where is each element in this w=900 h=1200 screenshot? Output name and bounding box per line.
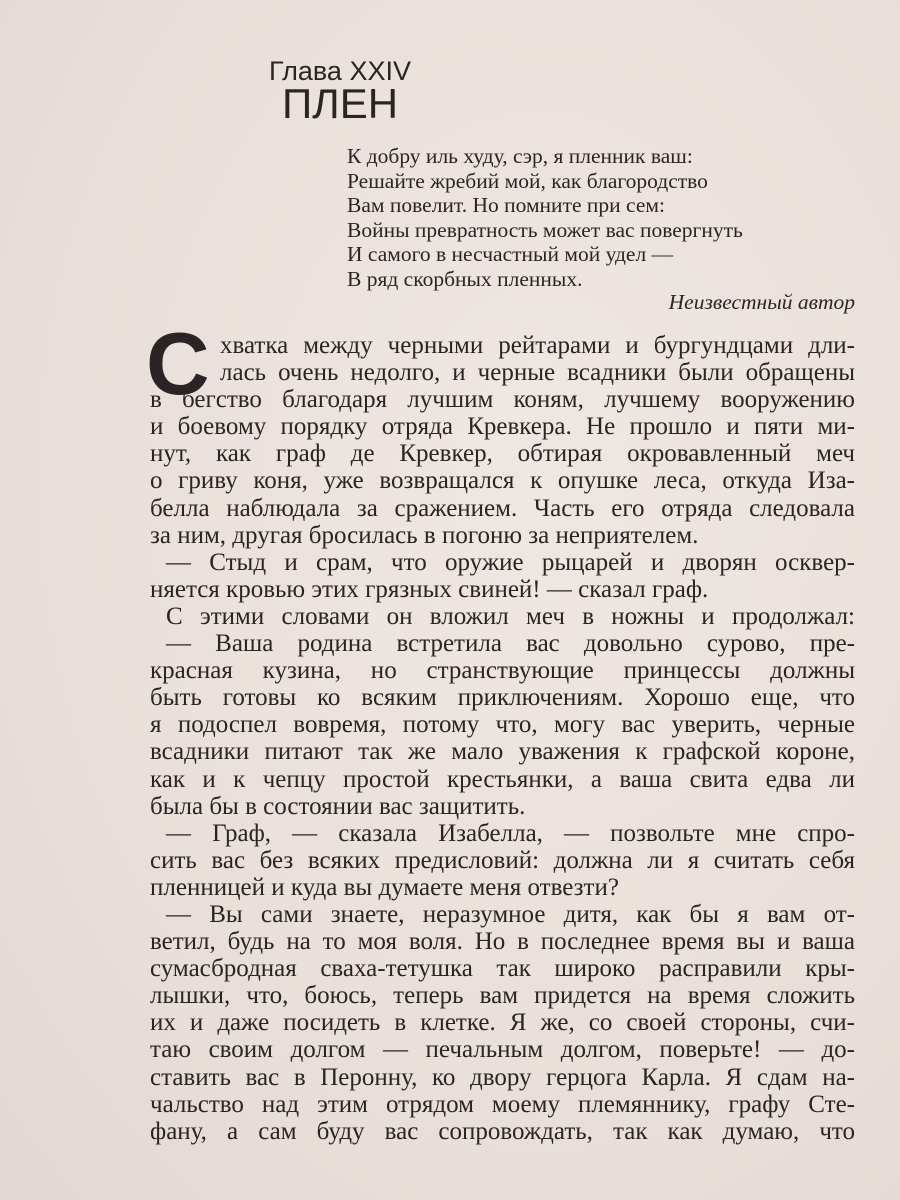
drop-cap: С: [146, 314, 210, 413]
text-line: — Вы сами знаете, неразумное дитя, как бы я вам от-: [166, 900, 855, 928]
text-line: красная кузина, но странствующие принцессы должны: [150, 657, 855, 685]
epigraph-author: Неизвестный автор: [668, 290, 855, 314]
text-line: таю своим долгом — печальным долгом, поверьте! — до-: [150, 1036, 855, 1064]
text-line: и боевому порядку отряда Кревкера. Не прошло и пяти ми-: [150, 413, 855, 441]
epigraph-line: Решайте жребий мой, как благородство: [347, 168, 708, 193]
text-line: о гриву коня, уже возвращался к опушке леса, откуда Иза-: [150, 467, 855, 495]
epigraph-line: И самого в несчастный мой удел —: [347, 242, 674, 267]
chapter-text: [146, 314, 855, 1145]
text-line: за ним, другая бросилась в погоню за неприятелем.: [150, 521, 699, 549]
text-line: пленницей и куда вы думаете меня отвезти?: [150, 873, 619, 901]
text-line: — Стыд и срам, что оружие рыцарей и дворян осквер-: [166, 548, 855, 576]
text-line: лышки, что, боюсь, теперь вам придется на время сложить: [150, 982, 855, 1010]
text-line: сить вас без всяких предисловий: должна ли я считать себя: [150, 846, 855, 874]
text-line: хватка между черными рейтарами и бургундцами дли-: [220, 332, 855, 359]
text-line: ставить вас в Перонну, ко двору герцога Карла. Я сдам на-: [150, 1063, 855, 1091]
text-line: была бы в состоянии вас защитить.: [150, 792, 526, 820]
text-line: их и даже посидеть в клетке. Я же, со своей стороны, счи-: [150, 1009, 855, 1037]
epigraph-line: Войны превратность может вас повергнуть: [347, 217, 743, 242]
epigraph-line: Вам повелит. Но помните при сем:: [347, 193, 665, 218]
text-line: лась очень недолго, и черные всадники были обращены: [220, 359, 855, 387]
text-line: ветил, будь на то моя воля. Но в последнее время вы и ваша: [150, 928, 855, 956]
text-line: няется кровью этих грязных свиней! — сказал граф.: [150, 575, 709, 603]
text-line: С этими словами он вложил меч в ножны и продолжал:: [166, 602, 855, 630]
epigraph: [347, 144, 743, 292]
chapter-label: Глава XXIV: [269, 56, 411, 86]
text-line: фану, а сам буду вас сопровождать, так как думаю, что: [150, 1117, 855, 1145]
text-line: быть готовы ко всяким приключениям. Хорошо еще, что: [150, 684, 855, 712]
text-line: белла наблюдала за сражением. Часть его отряда следовала: [150, 494, 855, 522]
text-line: сумасбродная сваха-тетушка так широко расправили кры-: [150, 955, 855, 983]
text-line: нут, как граф де Кревкер, обтирая окровавленный меч: [150, 440, 855, 468]
epigraph-line: В ряд скорбных пленных.: [347, 266, 583, 291]
text-line: чальство над этим отрядом моему племяннику, графу Сте-: [150, 1090, 855, 1118]
epigraph-line: К добру иль худу, сэр, я пленник ваш:: [347, 144, 693, 168]
text-line: — Ваша родина встретила вас довольно сурово, пре-: [166, 630, 855, 658]
chapter-title: ПЛЕН: [281, 80, 399, 127]
text-line: — Граф, — сказала Изабелла, — позвольте мне спро-: [166, 819, 855, 847]
text-line: как и к чепцу простой крестьянки, а ваша свита едва ли: [150, 765, 855, 793]
text-line: всадники питают так же мало уважения к графской короне,: [150, 738, 855, 766]
text-line: в бегство благодаря лучшим коням, лучшему вооружению: [150, 386, 855, 414]
text-line: я подоспел вовремя, потому что, могу вас уверить, черные: [150, 711, 855, 739]
